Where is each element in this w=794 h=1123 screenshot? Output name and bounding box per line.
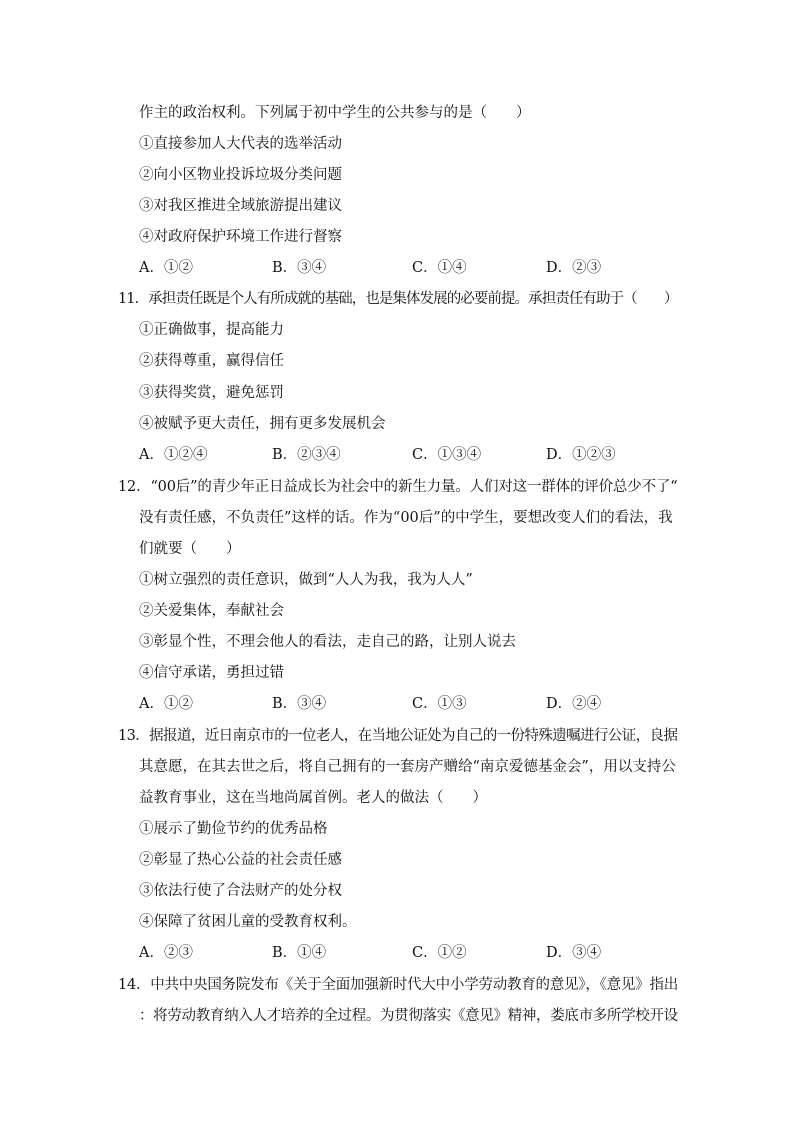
q11-option-1: ①正确做事，提高能力 — [139, 322, 284, 338]
q10-option-4: ④对政府保护环境工作进行督察 — [139, 229, 342, 245]
q11-stem: 11．承担责任既是个人有所成就的基础，也是集体发展的必要前提。承担责任有助于（ ） — [118, 291, 678, 307]
q12-choice-a: A．①② — [139, 696, 193, 712]
q12-option-1: ①树立强烈的责任意识，做到“人人为我，我为人人” — [139, 572, 473, 588]
q10-choice-d: D．②③ — [546, 260, 602, 276]
q13-stem-line-1: 13．据报道，近日南京市的一位老人，在当地公证处为自己的一份特殊遗嘱进行公证，良据 — [118, 728, 678, 744]
q14-stem-line-2: ：将劳动教育纳入人才培养的全过程。为贯彻落实《意见》精神，娄底市多所学校开设 — [139, 1008, 678, 1024]
q13-option-4: ④保障了贫困儿童的受教育权利。 — [139, 914, 357, 930]
q10-choice-b: B．③④ — [272, 260, 327, 276]
q13-choice-b: B．①④ — [272, 945, 327, 961]
q12-stem-line-3: 们就要（ ） — [139, 541, 241, 557]
q13-choice-c: C．①② — [412, 945, 467, 961]
q10-choice-c: C．①④ — [412, 260, 467, 276]
q12-option-4: ④信守承诺，勇担过错 — [139, 665, 284, 681]
q11-option-2: ②获得尊重，赢得信任 — [139, 353, 284, 369]
q11-choice-c: C．①③④ — [412, 447, 482, 463]
q12-choice-c: C．①③ — [412, 696, 467, 712]
q12-option-3: ③彰显个性，不理会他人的看法，走自己的路，让别人说去 — [139, 634, 516, 650]
q13-option-1: ①展示了勤俭节约的优秀品格 — [139, 821, 328, 837]
q11-choice-b: B．②③④ — [272, 447, 341, 463]
q12-option-2: ②关爱集体，奉献社会 — [139, 603, 284, 619]
q11-choice-a: A．①②④ — [139, 447, 208, 463]
q12-stem-line-2: 没有责任感，不负责任”这样的话。作为“00后”的中学生，要想改变人们的看法，我 — [139, 510, 673, 526]
q10-option-1: ①直接参加人大代表的选举活动 — [139, 136, 342, 152]
q12-stem-line-1: 12．“00后”的青少年正日益成长为社会中的新生力量。人们对这一群体的评价总少不了“ — [118, 479, 678, 495]
q11-choice-d: D．①②③ — [546, 447, 616, 463]
q13-stem-line-3: 益教育事业，这在当地尚属首例。老人的做法（ ） — [139, 790, 487, 806]
q13-option-3: ③依法行使了合法财产的处分权 — [139, 883, 342, 899]
q13-stem-line-2: 其意愿，在其去世之后，将自己拥有的一套房产赠给“南京爱德基金会”，用以支持公 — [139, 759, 676, 775]
q11-option-3: ③获得奖赏，避免惩罚 — [139, 385, 284, 401]
q13-option-2: ②彰显了热心公益的社会责任感 — [139, 852, 342, 868]
q12-choice-d: D．②④ — [546, 696, 602, 712]
q14-stem-line-1: 14．中共中央国务院发布《关于全面加强新时代大中小学劳动教育的意见》，《意见》指出 — [118, 977, 679, 993]
q10-option-3: ③对我区推进全域旅游提出建议 — [139, 198, 342, 214]
q13-choice-a: A．②③ — [139, 945, 193, 961]
q10-option-2: ②向小区物业投诉垃圾分类问题 — [139, 167, 342, 183]
q11-option-4: ④被赋予更大责任，拥有更多发展机会 — [139, 416, 386, 432]
q10-choice-a: A．①② — [139, 260, 193, 276]
q10-stem-tail: 作主的政治权利。下列属于初中学生的公共参与的是（ ） — [139, 105, 531, 121]
q13-choice-d: D．③④ — [546, 945, 602, 961]
q12-choice-b: B．③④ — [272, 696, 327, 712]
